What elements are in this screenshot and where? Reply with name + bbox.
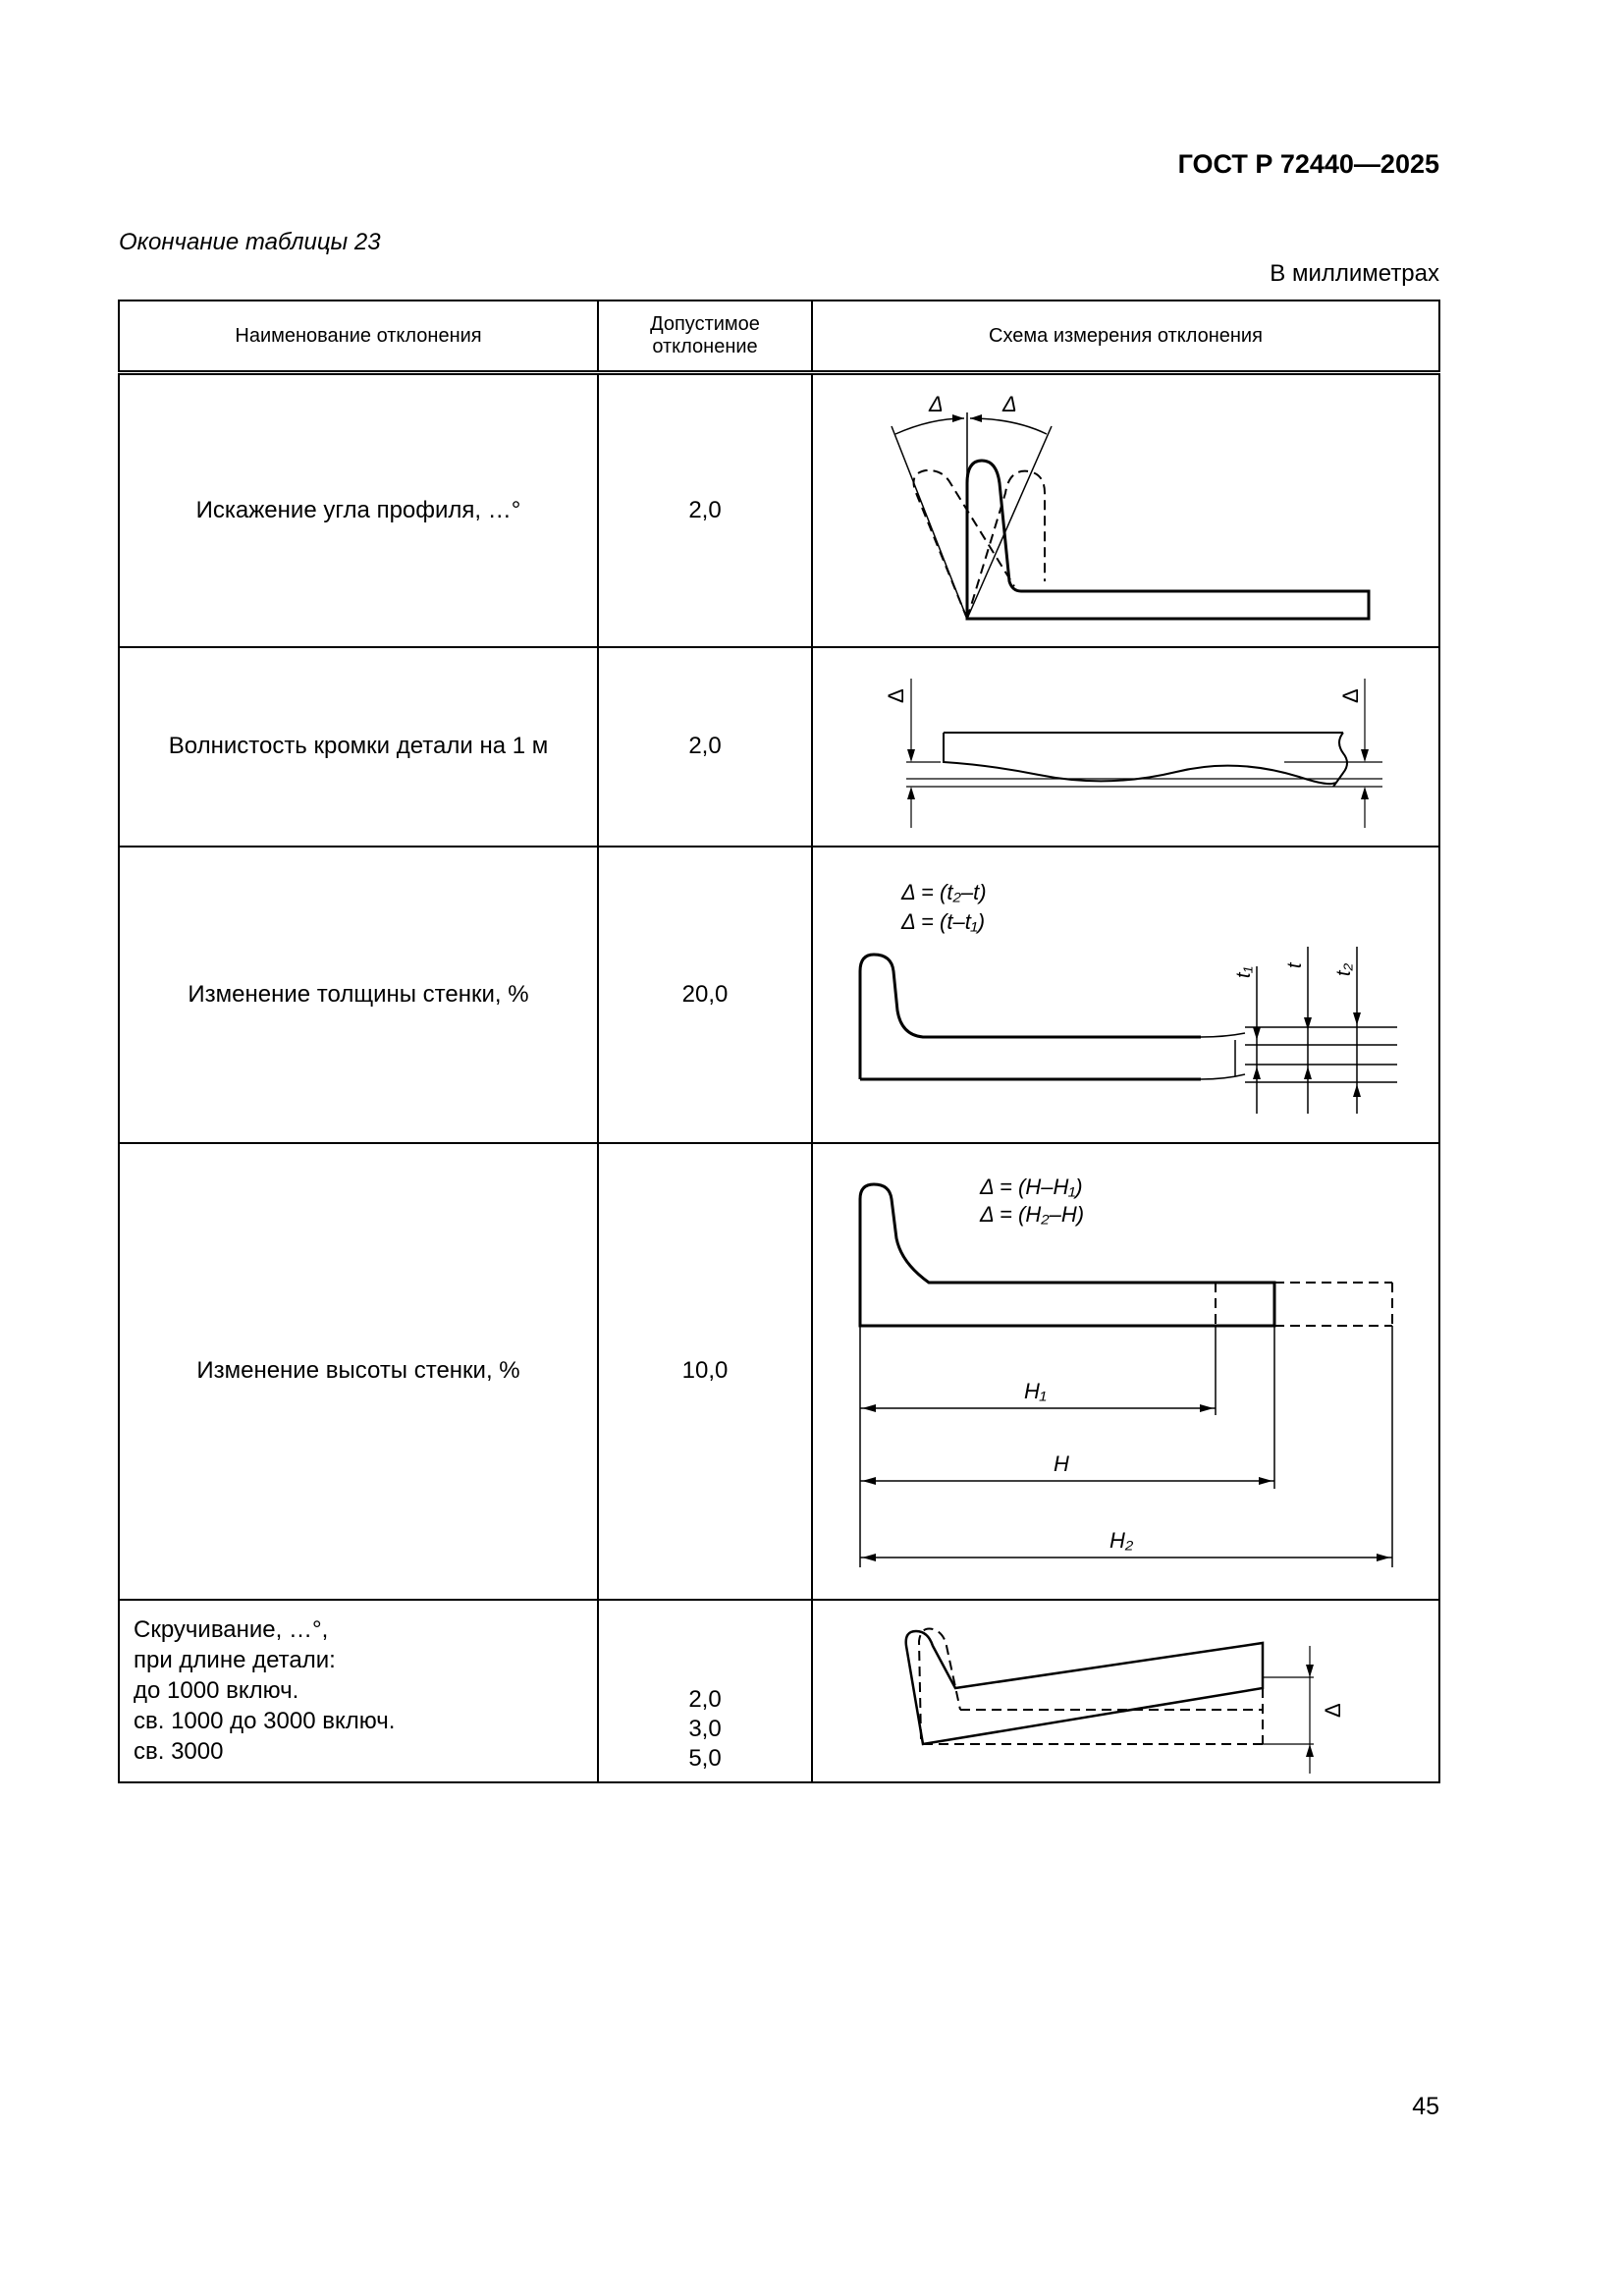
h2-label: H₂ — [1109, 1527, 1134, 1553]
schema-cell — [812, 847, 1439, 1143]
height-formula: Δ = (H–H₁) — [980, 1174, 1083, 1199]
angle-distortion-diagram — [813, 375, 1438, 645]
table-row — [119, 847, 1439, 1143]
twist-value: 2,0 — [688, 1685, 722, 1713]
units-note: В миллиметрах — [1270, 260, 1439, 287]
twisting-diagram — [813, 1602, 1438, 1780]
deviation-value: 2,0 — [598, 647, 812, 847]
t2-label: t₂ — [1333, 962, 1355, 976]
deviations-table — [118, 300, 1440, 1783]
deviation-value: 10,0 — [598, 1143, 812, 1600]
twist-name-line: Скручивание, …°, — [134, 1615, 329, 1643]
table-row — [119, 373, 1439, 647]
deviation-name: Искажение угла профиля, …° — [119, 373, 598, 647]
edge-waviness-diagram — [813, 649, 1438, 845]
table-row — [119, 1143, 1439, 1600]
document-code: ГОСТ Р 72440—2025 — [1177, 149, 1439, 179]
t-label: t — [1284, 961, 1306, 968]
delta-label: Δ — [884, 687, 908, 703]
height-formula: Δ = (H₂–H) — [980, 1201, 1085, 1227]
wall-thickness-diagram — [813, 848, 1438, 1141]
deviation-value: 2,0 — [598, 373, 812, 647]
twist-name-line: при длине детали: — [134, 1646, 336, 1673]
table-row — [119, 1600, 1439, 1782]
h1-label: H₁ — [1024, 1378, 1047, 1403]
column-header-schema: Схема измерения отклонения — [812, 301, 1439, 373]
twist-value: 5,0 — [688, 1744, 722, 1772]
wall-height-diagram — [813, 1145, 1438, 1598]
thickness-formula: Δ = (t–t₁) — [901, 908, 986, 934]
twist-name-line: до 1000 включ. — [134, 1676, 299, 1704]
deviation-value — [598, 1600, 812, 1782]
twist-value: 3,0 — [688, 1715, 722, 1742]
t1-label: t₁ — [1233, 965, 1255, 978]
delta-label: Δ — [1338, 687, 1363, 703]
column-header-name: Наименование отклонения — [119, 301, 598, 373]
delta-label: Δ — [929, 392, 944, 417]
thickness-formula: Δ = (t₂–t) — [901, 879, 987, 904]
table-header-row — [119, 301, 1439, 373]
schema-cell — [812, 1600, 1439, 1782]
schema-cell — [812, 647, 1439, 847]
deviation-name: Изменение высоты стенки, % — [119, 1143, 598, 1600]
h-label: H — [1054, 1450, 1069, 1476]
schema-cell — [812, 1143, 1439, 1600]
schema-cell — [812, 373, 1439, 647]
deviation-value: 20,0 — [598, 847, 812, 1143]
table-row — [119, 647, 1439, 847]
delta-label: Δ — [1321, 1702, 1345, 1718]
page-number: 45 — [1412, 2093, 1439, 2120]
deviation-name: Волнистость кромки детали на 1 м — [119, 647, 598, 847]
delta-label: Δ — [1002, 392, 1017, 417]
column-header-tolerance: Допустимое отклонение — [598, 301, 812, 373]
deviation-name: Изменение толщины стенки, % — [119, 847, 598, 1143]
twist-name-line: св. 1000 до 3000 включ. — [134, 1708, 396, 1735]
table-caption: Окончание таблицы 23 — [119, 229, 381, 255]
deviation-name — [119, 1600, 598, 1782]
twist-name-line: св. 3000 — [134, 1738, 224, 1766]
